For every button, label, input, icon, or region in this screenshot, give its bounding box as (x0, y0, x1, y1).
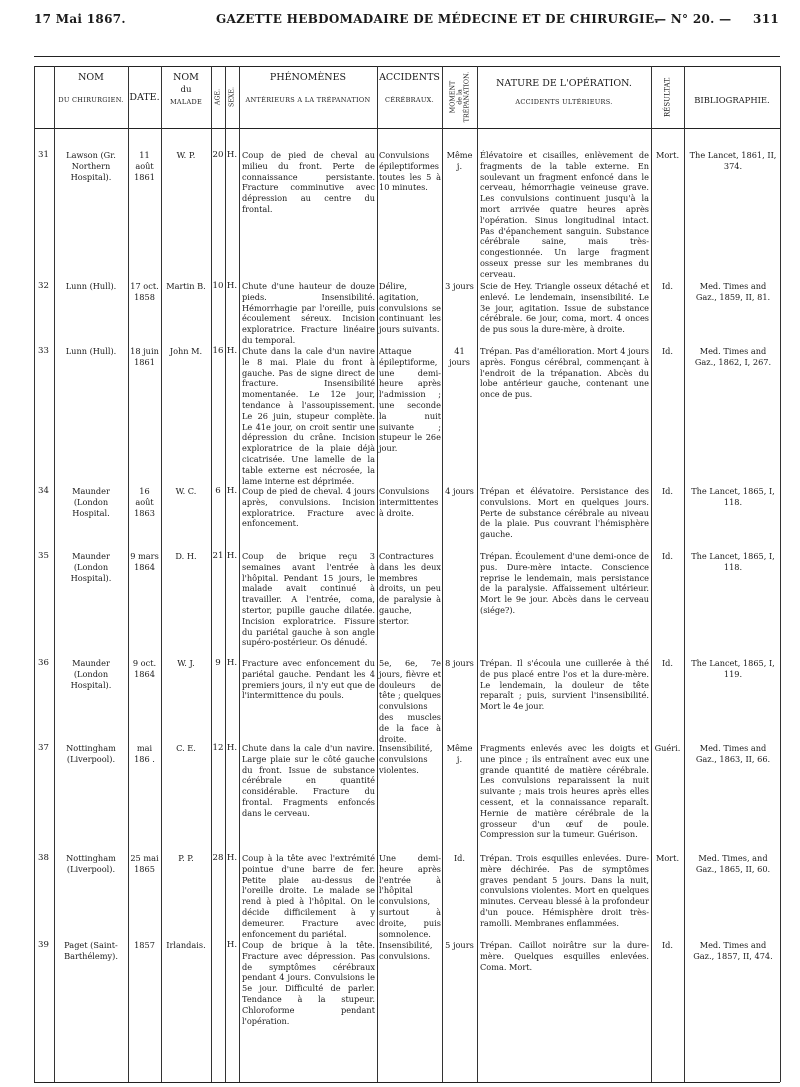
row-number: 35 (38, 551, 49, 561)
header-bibliography-label: BIBLIOGRAPHIE. (694, 95, 770, 105)
phenomena-text: Coup à la tête avec l'extrémité pointue d'une barre de fer. Petite plaie au-dessus de l'oreille droite. Le malade se rend à pied à l'hôpital. On le décide difficilement à y demeurer. Fracture avec enfoncement du pariétal. (242, 853, 375, 939)
accidents-text: Convulsions intermittentes à droite. (379, 486, 439, 518)
col-divider (651, 66, 652, 1082)
header-moment-label (449, 72, 470, 122)
patient-sex: H. (226, 346, 238, 356)
patient-sex: H. (226, 658, 238, 668)
surgeon-name: Lawson (Gr. Northern Hospital). (66, 150, 116, 182)
header-accidents-bottom: CÉRÉBRAUX. (385, 96, 434, 104)
operation-text: Élévatoire et cisailles, enlèvement de fragments de la table externe. En soulevant un fragment enfoncé dans le cerveau, hémorrhagie veineuse grave. Les convulsions continuent jusqu'à la mort arrivée quatre heures après l'opération. Sinus longitudinal intact. Pas d'épanchement sanguin. Substance cérébrale saine, mais très-congestionnée. Un large fragment osseux presse sur les membranes du cerveau. (480, 150, 649, 279)
accidents-text: Insensibilité, convulsions violentes. (379, 743, 433, 775)
phenomena-text: Coup de pied de cheval. 4 jours après, convulsions. Incision exploratrice. Fracture avec enfoncement. (242, 486, 375, 529)
row-number: 31 (38, 150, 49, 160)
header-operation (477, 72, 651, 108)
patient-sex: H. (226, 150, 238, 160)
row-number: 37 (38, 743, 49, 753)
col-divider (161, 66, 162, 1082)
header-operation-top: NATURE DE L'OPÉRATION. (496, 78, 632, 89)
surgeon-name: Maunder (London Hospital. (72, 486, 110, 518)
phenomena-text: Coup de pied de cheval au milieu du front. Perte de connaissance persistante. Fracture comminutive avec dépression au centre du frontal. (242, 150, 375, 214)
header-surgeon-bottom: DU CHIRURGIEN. (58, 96, 124, 104)
patient-name: W. P. (176, 150, 196, 160)
header-moment-3: TRÉPANATION. (463, 71, 470, 123)
col-divider (211, 66, 212, 1082)
header-age (211, 70, 225, 124)
header-bibliography (684, 94, 780, 106)
result-text: Mort. (655, 853, 680, 863)
accidents-text: Convulsions épileptiformes toutes les 5 à 10 minutes. (379, 150, 441, 193)
operation-text: Trépan. Caillot noirâtre sur la dure-mère. Quelques esquilles enlevées. Coma. Mort. (480, 940, 649, 972)
header-phenomena-top: PHÉNOMÈNES (269, 72, 347, 83)
header-phenomena (239, 72, 377, 106)
row-number: 33 (38, 346, 49, 356)
result-text: Id. (661, 551, 674, 561)
operation-text: Trépan et élévatoire. Persistance des convulsions. Mort en quelques jours. Perte de substance cérébrale au niveau de la plaie. Pus couvrant l'hémisphère gauche. (480, 486, 649, 540)
case-date: 11 août 1861 (134, 150, 155, 182)
operation-text: Trépan. Il s'écoula une cuillerée à thé de pus placé entre l'os et la dure-mère. Le lendemain, la douleur de tête reparaît ; puis, survient l'insensibilité. Mort le 4e jour. (480, 658, 649, 712)
bibliography-text: The Lancet, 1865, I, 118. (691, 551, 775, 572)
patient-name: John M. (169, 346, 203, 356)
journal-title: GAZETTE HEBDOMADAIRE DE MÉDECINE ET DE CHIRURGIE. (216, 12, 659, 26)
patient-age: 16 (212, 346, 224, 356)
surgeon-name: Lunn (Hull). (65, 281, 117, 291)
header-patient (161, 72, 211, 108)
moment-text: Id. (453, 853, 466, 863)
header-moment-2: de la (456, 89, 463, 105)
bibliography-text: Med. Times and Gaz., 1863, II, 66. (695, 743, 771, 764)
col-divider (128, 66, 129, 1082)
moment-text: 4 jours (445, 486, 474, 496)
col-divider (377, 66, 378, 1082)
patient-sex: H. (226, 486, 238, 496)
result-text: Id. (661, 658, 674, 668)
phenomena-text: Fracture avec enfoncement du pariétal gauche. Pendant les 4 premiers jours, il n'y eut que de l'intermittence du pouls. (242, 658, 375, 701)
col-divider (780, 66, 781, 1082)
patient-age: 21 (212, 551, 224, 561)
col-divider (34, 66, 35, 1082)
surgeon-name: Nottingham (Liverpool). (66, 853, 116, 874)
patient-sex: H. (226, 940, 238, 950)
patient-sex: H. (226, 853, 238, 863)
phenomena-text: Chute dans la cale d'un navire. Large plaie sur le côté gauche du front. Issue de substance cérébrale en quantité considérable. Fracture du frontal. Fragments enfoncés dans le cerveau. (242, 743, 375, 818)
patient-name: W. J. (177, 658, 195, 668)
header-patient-bottom: MALADE (169, 98, 203, 106)
case-date: 17 oct. 1858 (130, 281, 159, 302)
patient-age: 6 (215, 486, 221, 496)
patient-age: 10 (212, 281, 224, 291)
operation-text: Scie de Hey. Triangle osseux détaché et enlevé. Le lendemain, insensibilité. Le 3e jour, agitation. Issue de substance cérébrale. 6e jour, coma, mort. 4 onces de pus sous la dure-mère, à droite. (480, 281, 649, 335)
col-divider (225, 66, 226, 1082)
header-sex (225, 70, 239, 124)
patient-name: C. E. (176, 743, 196, 753)
issue-date: 17 Mai 1867. (34, 12, 126, 26)
bibliography-text: Med. Times and Gaz., 1857, II, 474. (693, 940, 773, 961)
operation-text: Trépan. Pas d'amélioration. Mort 4 jours après. Fongus cérébral, commençant à l'endroit de la trépanation. Abcès du lobe antérieur gauche, contenant une once de pus. (480, 346, 649, 400)
case-date: 18 juin 1861 (130, 346, 159, 367)
col-divider (54, 66, 55, 1082)
case-date: 25 mai 1865 (130, 853, 159, 874)
col-divider (477, 66, 478, 1082)
patient-sex: H. (226, 281, 238, 291)
accidents-text: 5e, 6e, 7e jours, fièvre et douleurs de tête ; quelques convulsions des muscles de la face à droite. (379, 658, 441, 744)
header-result (651, 70, 684, 124)
moment-text: 8 jours (445, 658, 474, 668)
header-surgeon-top: NOM (78, 72, 104, 83)
patient-age: 9 (215, 658, 221, 668)
page-header (34, 12, 779, 30)
bibliography-text: The Lancet, 1865, I, 118. (691, 486, 775, 507)
case-date: mai 186 . (134, 743, 155, 764)
moment-text: 3 jours (445, 281, 474, 291)
patient-name: D. H. (175, 551, 197, 561)
surgeon-name: Maunder (London Hospital). (70, 551, 112, 583)
patient-age: 28 (212, 853, 224, 863)
result-text: Mort. (655, 150, 680, 160)
accidents-text: Délire, agitation, convulsions se continuant les jours suivants. (379, 281, 441, 335)
bibliography-text: The Lancet, 1861, II, 374. (689, 150, 777, 171)
header-moment (442, 70, 477, 124)
phenomena-text: Coup de brique reçu 3 semaines avant l'entrée à l'hôpital. Pendant 15 jours, le malade avait continué à travailler. A l'entrée, coma, stertor, pupille gauche dilatée. Incision exploratrice. Fissure du pariétal gauche à son angle supéro-postérieur. Os dénudé. (242, 551, 375, 648)
patient-name: P. P. (178, 853, 194, 863)
header-operation-bottom: ACCIDENTS ULTÉRIEURS. (515, 98, 613, 106)
col-divider (442, 66, 443, 1082)
bibliography-text: Med. Times and Gaz., 1859, II, 81. (695, 281, 771, 302)
moment-text: 41 jours (449, 346, 470, 367)
result-text: Guéri. (654, 743, 681, 753)
header-patient-top: NOM (173, 72, 199, 83)
bibliography-text: Med. Times, and Gaz., 1865, II, 60. (695, 853, 771, 874)
header-moment-1: MOMENT (449, 80, 456, 114)
header-accidents (377, 72, 442, 106)
top-rule (34, 56, 780, 57)
row-number: 32 (38, 281, 49, 291)
col-divider (684, 66, 685, 1082)
surgeon-name: Paget (Saint-Barthélemy). (64, 940, 118, 961)
surgeon-name: Nottingham (Liverpool). (66, 743, 116, 764)
moment-text: 5 jours (445, 940, 474, 950)
header-date (128, 92, 161, 104)
result-text: Id. (661, 940, 674, 950)
result-text: Id. (661, 281, 674, 291)
row-number: 38 (38, 853, 49, 863)
phenomena-text: Coup de brique à la tête. Fracture avec dépression. Pas de symptômes cérébraux pendant 4 jours. Convulsions le 5e jour. Difficulté de parler. Tendance à la stupeur. Chloroforme pendant l'opération. (242, 940, 375, 1026)
col-divider (239, 66, 240, 1082)
case-date: 9 oct. 1864 (132, 658, 157, 679)
accidents-text: Attaque épileptiforme, une demi-heure après l'admission ; une seconde la nuit suivante ; stupeur le 26e jour. (379, 346, 441, 454)
header-result-label: RÉSULTAT. (663, 77, 671, 117)
header-bottom-rule (34, 128, 780, 129)
patient-age: 20 (212, 150, 224, 160)
operation-text: Fragments enlevés avec les doigts et une pince ; ils entraînent avec eux une grande quantité de matière cérébrale. Les convulsions reparaissent la nuit suivante ; mais trois heures après elles cessent, et la connaissance reparaît. Hernie de matière cérébrale de la grosseur d'un œuf de poule. Compression sur la tumeur. Guérison. (480, 743, 649, 840)
table-top-rule (34, 66, 780, 67)
header-date-label: DATE. (129, 92, 160, 103)
bibliography-text: The Lancet, 1865, I, 119. (691, 658, 775, 679)
header-patient-mid: du (180, 85, 192, 95)
surgeon-name: Maunder (London Hospital). (70, 658, 112, 690)
page-number: 311 (753, 12, 779, 26)
table-bottom-rule (34, 1082, 780, 1083)
phenomena-text: Chute dans la cale d'un navire le 8 mai. Plaie du front à gauche. Pas de signe direct de fracture. Insensibilité momentanée. Le 12e jour, tendance à l'assoupissement. Le 26 juin, stupeur complète. Le 41e jour, on croit sentir une dépression du crâne. Incision exploratrice de la plaie déjà cicatrisée. Une lamelle de la table externe est nécrosée, la lame interne est déprimée. (242, 346, 375, 486)
operation-text: Trépan. Écoulement d'une demi-once de pus. Dure-mère intacte. Conscience reprise le lendemain, mais persistance de la paralysie. Affaissement ultérieur. Mort le 9e jour. Abcès dans le cerveau (siége?). (480, 551, 649, 615)
header-phenomena-bottom: ANTÉRIEURS A LA TRÉPANATION (245, 96, 371, 104)
accidents-text: Contractures dans les deux membres droits, un peu de paralysie à gauche, stertor. (379, 551, 441, 626)
result-text: Id. (661, 486, 674, 496)
moment-text: Même j. (446, 743, 473, 764)
patient-sex: H. (226, 743, 238, 753)
row-number: 36 (38, 658, 49, 668)
patient-age: 12 (212, 743, 224, 753)
issue-number: — N° 20. — (654, 12, 732, 26)
moment-text: Même j. (446, 150, 473, 171)
phenomena-text: Chute d'une hauteur de douze pieds. Insensibilité. Hémorrhagie par l'oreille, puis écoulement séreux. Incision exploratrice. Fracture linéaire du temporal. (242, 281, 375, 345)
row-number: 34 (38, 486, 49, 496)
operation-text: Trépan. Trois esquilles enlevées. Dure-mère déchirée. Pas de symptômes graves pendant 5 jours. Dans la nuit, convulsions violentes. Mort en quelques minutes. Cerveau blessé à la profondeur d'un pouce. Hémisphère droit très-ramolli. Membranes enflammées. (480, 853, 649, 928)
header-age-label: AGE. (214, 88, 222, 106)
bibliography-text: Med. Times and Gaz., 1862, I, 267. (694, 346, 772, 367)
header-accidents-top: ACCIDENTS (379, 72, 440, 83)
accidents-text: Insensibilité, convulsions. (379, 940, 433, 961)
case-date: 9 mars 1864 (130, 551, 159, 572)
result-text: Id. (661, 346, 674, 356)
case-date: 16 août 1863 (134, 486, 155, 518)
surgeon-name: Lunn (Hull). (65, 346, 117, 356)
accidents-text: Une demi-heure après l'entrée à l'hôpital convulsions, surtout à droite, puis somnolence. (379, 853, 441, 939)
header-sex-label: SEXE. (228, 87, 236, 107)
patient-sex: H. (226, 551, 238, 561)
patient-name: Martin B. (166, 281, 206, 291)
patient-name: W. C. (175, 486, 197, 496)
case-date: 1857 (134, 940, 155, 950)
row-number: 39 (38, 940, 49, 950)
header-surgeon (54, 72, 128, 106)
patient-name: Irlandais. (166, 940, 206, 950)
